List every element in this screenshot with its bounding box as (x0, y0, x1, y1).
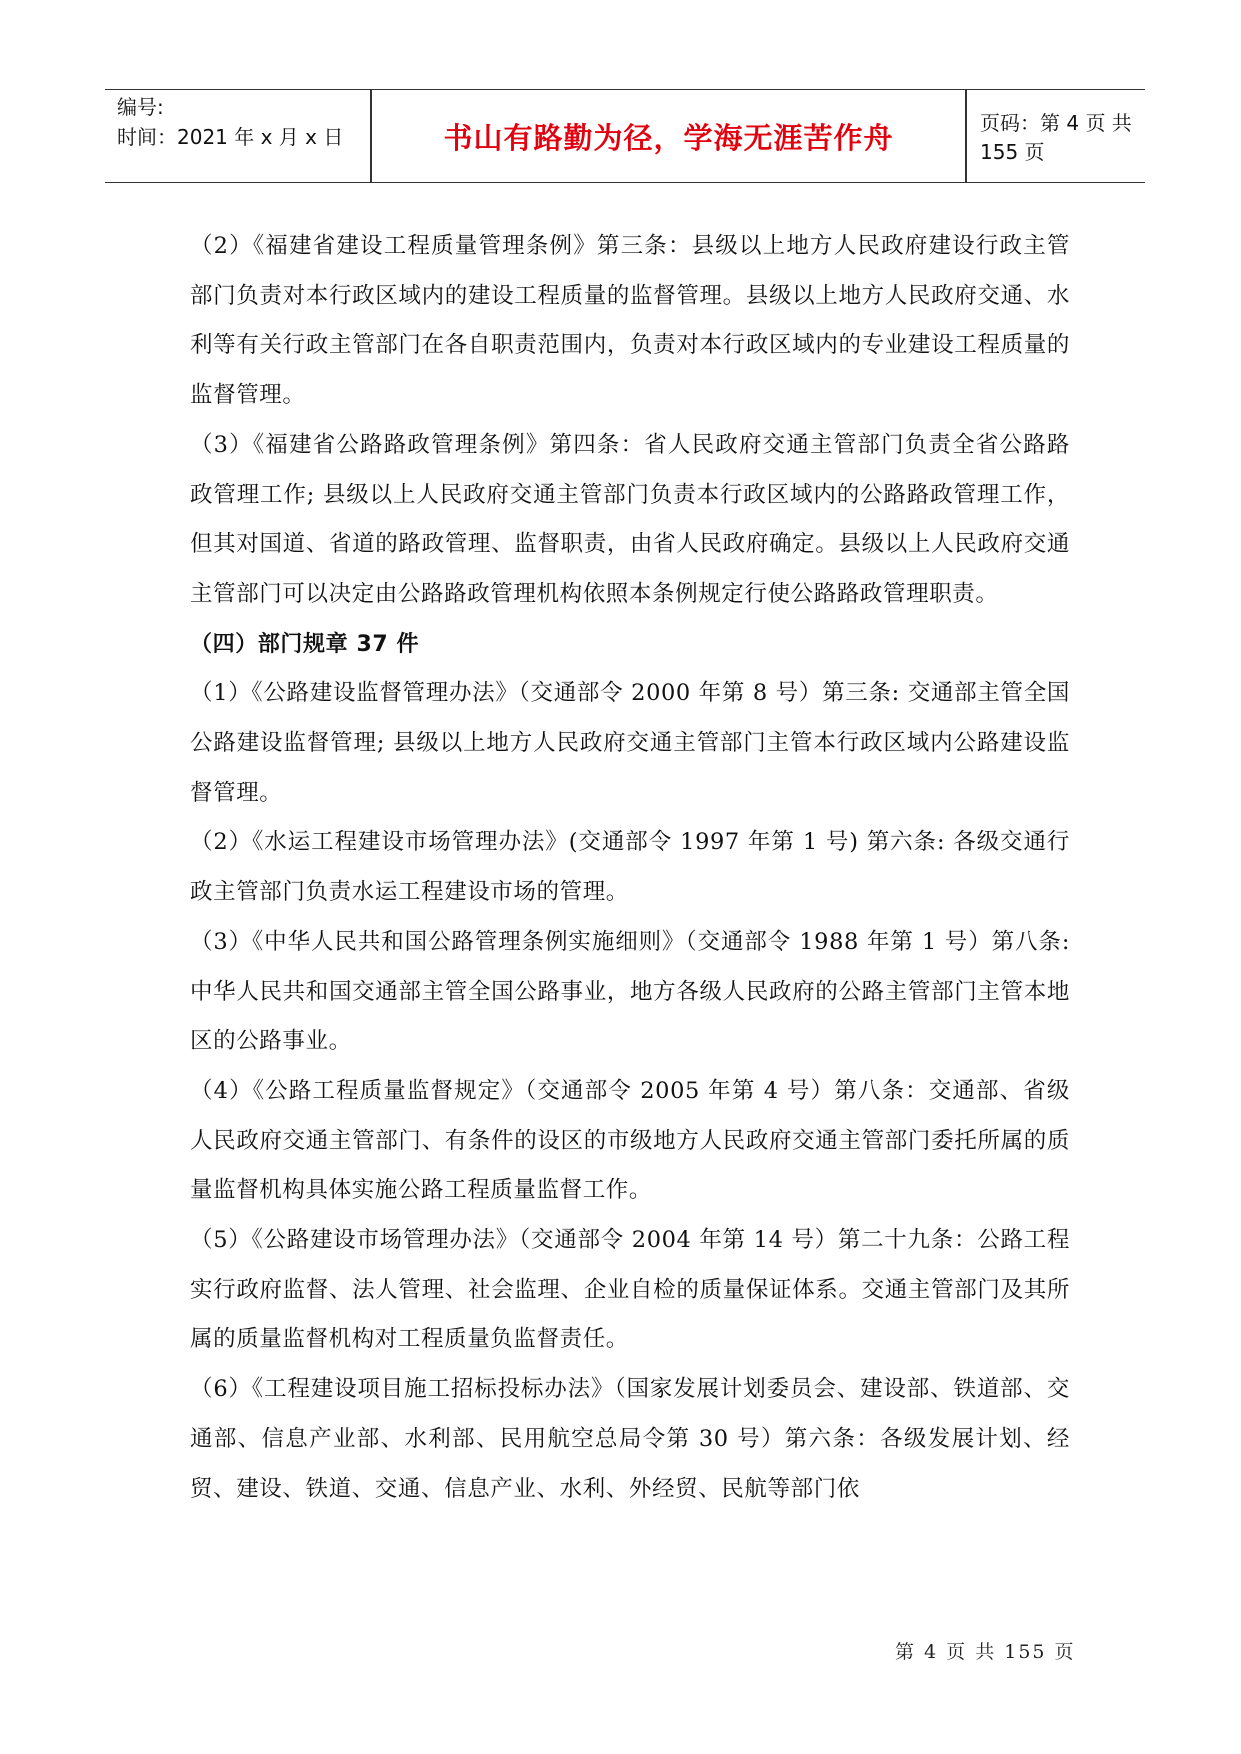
document-number-label: 编号: (117, 95, 164, 119)
header-motto: 书山有路勤为径，学海无涯苦作舟 (443, 120, 894, 155)
paragraph: （3）《中华人民共和国公路管理条例实施细则》（交通部令 1988 年第 1 号）第八条: 中华人民共和国交通部主管全国公路事业，地方各级人民政府的公路主管部门主管本地区的公路事业。 (190, 928, 1070, 1055)
paragraph: （5）《公路建设市场管理办法》（交通部令 2004 年第 14 号）第二十九条：公路工程实行政府监督、法人管理、社会监理、企业自检的质量保证体系。交通主管部门及其所属的质量监督机构对工程质量负监督责任。 (190, 1227, 1070, 1353)
paragraph: （6）《工程建设项目施工招标投标办法》（国家发展计划委员会、建设部、铁道部、交通部、信息产业部、水利部、民用航空总局令第 30 号）第六条：各级发展计划、经贸、建设、铁道、交通、信息产业、水利、外经贸、民航等部门依 (190, 1376, 1070, 1502)
page-header (105, 89, 1145, 183)
header-meta (117, 92, 367, 152)
paragraph: （1）《公路建设监督管理办法》（交通部令 2000 年第 8 号）第三条: 交通部主管全国公路建设监督管理; 县级以上地方人民政府交通主管部门主管本行政区域内公路建设监督管理。 (190, 680, 1070, 806)
paragraph: （4）《公路工程质量监督规定》（交通部令 2005 年第 4 号）第八条：交通部、省级人民政府交通主管部门、有条件的设区的市级地方人民政府交通主管部门委托所属的质量监督机构具体实施公路工程质量监督工作。 (190, 1077, 1070, 1204)
paragraph: （2）《福建省建设工程质量管理条例》第三条：县级以上地方人民政府建设行政主管部门负责对本行政区域内的建设工程质量的监督管理。县级以上地方人民政府交通、水利等有关行政主管部门在各自职责范围内，负责对本行政区域内的专业建设工程质量的监督管理。 (190, 233, 1070, 409)
document-body (190, 222, 1070, 1514)
paragraph: （3）《福建省公路路政管理条例》第四条：省人民政府交通主管部门负责全省公路路政管理工作; 县级以上人民政府交通主管部门负责本行政区域内的公路路政管理工作，但其对国道、省道的路政管理、监督职责，由省人民政府确定。县级以上人民政府交通主管部门可以决定由公路路政管理机构依照本条例规定行使公路路政管理职责。 (190, 431, 1070, 607)
page-footer: 第 4 页 共 155 页 (895, 1641, 1076, 1663)
section-heading: （四）部门规章 37 件 (190, 631, 420, 657)
paragraph: （2）《水运工程建设市场管理办法》(交通部令 1997 年第 1 号) 第六条: 各级交通行政主管部门负责水运工程建设市场的管理。 (190, 829, 1070, 906)
header-divider (965, 90, 967, 182)
document-time-label: 时间：2021 年 x 月 x 日 (117, 125, 344, 149)
header-page-number: 页码：第 4 页 共 155 页 (980, 111, 1132, 164)
